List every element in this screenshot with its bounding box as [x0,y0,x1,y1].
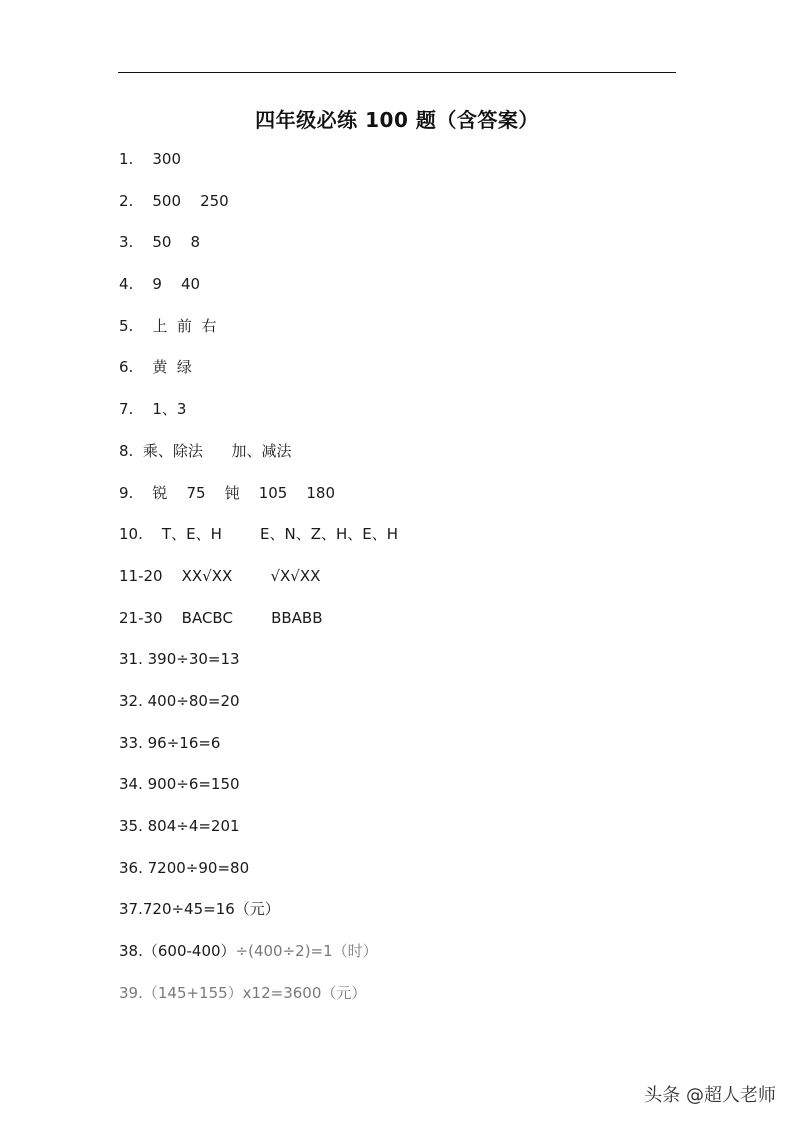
answer-line-21-30: 21-30 BACBC BBABB [119,608,323,627]
answer-line-3: 3. 50 8 [119,233,201,252]
answer-line-34: 34. 900÷6=150 [119,775,240,794]
answer-line-38: 38.（600-400）÷(400÷2)=1（时） [119,942,378,961]
document-title: 四年级必练 100 题（含答案） [255,108,539,132]
answer-line-36: 36. 7200÷90=80 [119,858,250,877]
answer-line-6: 6. 黄 绿 [119,358,192,377]
answer-list [119,148,719,1023]
answer-line-11-20: 11-20 XX√XX √X√XX [119,566,321,585]
answer-line-33: 33. 96÷16=6 [119,733,221,752]
answer-line-39: 39.（145+155）x12=3600（元） [119,983,367,1002]
answer-line-10: 10. T、E、H E、N、Z、H、E、H [119,525,399,544]
answer-line-7: 7. 1、3 [119,400,187,419]
answer-line-1: 1. 300 [119,150,182,168]
answer-line-35: 35. 804÷4=201 [119,817,240,835]
answer-line-31: 31. 390÷30=13 [119,650,240,669]
header-rule [118,72,676,73]
answer-line-4: 4. 9 40 [119,275,201,294]
answer-line-5: 5. 上 前 右 [119,316,217,335]
answer-line-2: 2. 500 250 [119,191,229,210]
answer-line-8: 8. 乘、除法 加、减法 [119,441,292,460]
answer-line-32: 32. 400÷80=20 [119,691,240,710]
answer-line-37: 37.720÷45=16（元） [119,900,280,919]
answer-line-9: 9. 锐 75 钝 105 180 [119,483,336,502]
watermark-text: 头条 @超人老师 [644,1085,776,1106]
